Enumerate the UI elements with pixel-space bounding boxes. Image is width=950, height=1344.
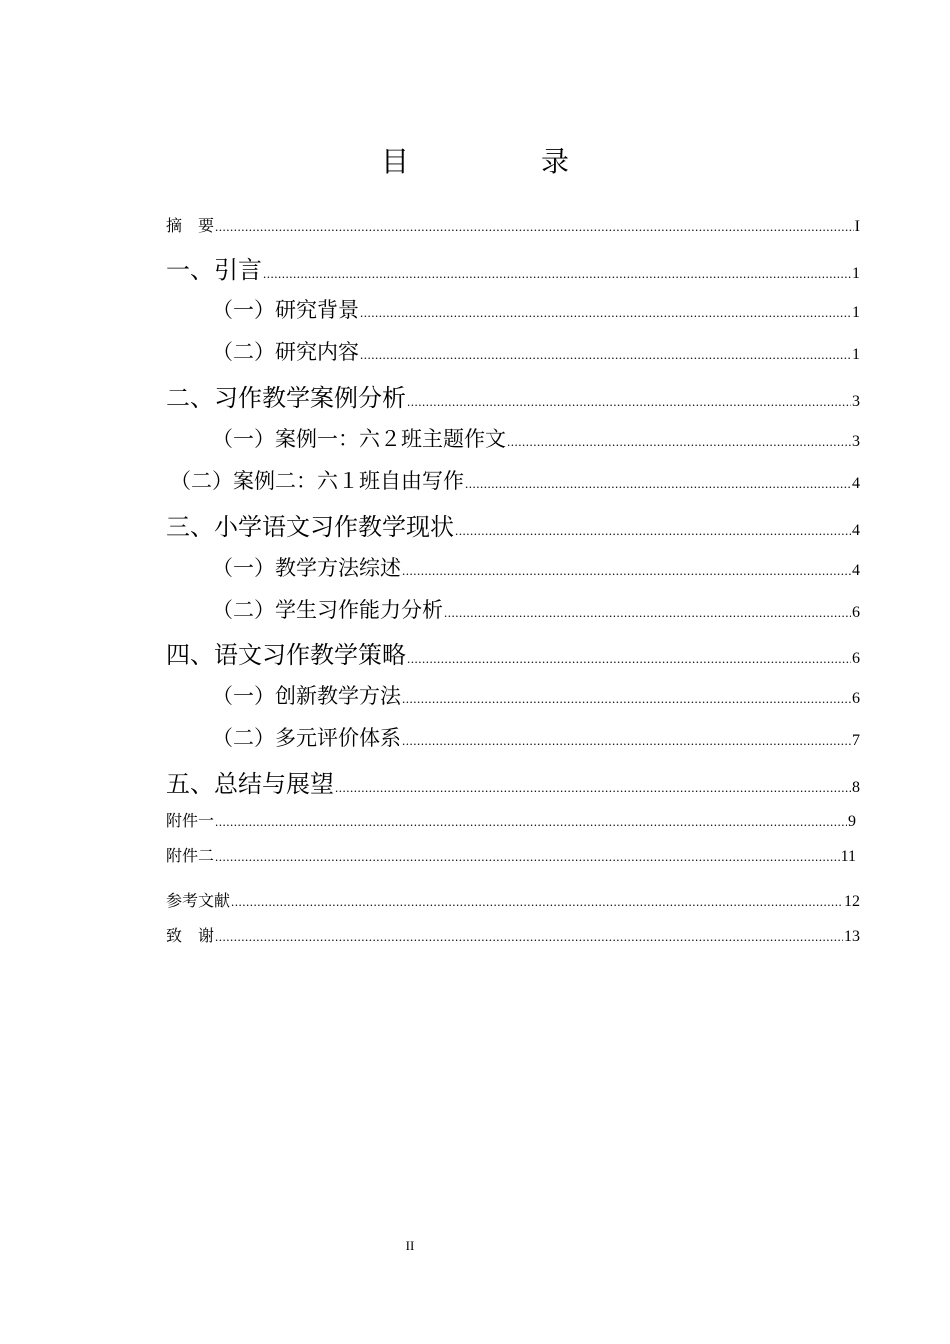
dot-leader (231, 894, 843, 910)
toc-entry-chapter-1[interactable] (166, 250, 860, 285)
toc-entry-section-3-1[interactable] (212, 552, 860, 582)
toc-entry-page: 3 (852, 393, 860, 410)
dot-leader (215, 849, 840, 865)
dot-leader (455, 523, 851, 539)
toc-entry-chapter-5[interactable] (166, 764, 860, 799)
toc-entry-label: 三、小学语文习作教学现状 (166, 513, 454, 541)
toc-entry-page: 8 (852, 779, 860, 796)
dot-leader (215, 814, 847, 830)
toc-entry-section-1-2[interactable] (212, 336, 860, 366)
toc-entry-references[interactable] (166, 888, 860, 911)
toc-entry-label: （二）多元评价体系 (212, 726, 401, 750)
page-number: II (405, 1238, 415, 1253)
dot-leader (402, 691, 851, 707)
toc-entry-label: 致 谢 (166, 926, 215, 945)
toc-entry-label: 参考文献 (166, 891, 231, 910)
toc-entry-label: 一、引言 (166, 256, 262, 284)
toc-entry-page: 4 (852, 475, 860, 492)
toc-entry-acknowledgements[interactable] (166, 923, 860, 946)
toc-entry-label: （一）创新教学方法 (212, 684, 401, 708)
toc-entry-page: 1 (852, 346, 860, 363)
toc-entry-page: 6 (852, 650, 860, 667)
dot-leader (360, 305, 851, 321)
toc-entry-label: （二）研究内容 (212, 340, 359, 364)
toc-entry-page: 6 (852, 690, 860, 707)
toc-entry-chapter-3[interactable] (166, 507, 860, 542)
toc-entry-section-1-1[interactable] (212, 294, 860, 324)
toc-entry-page: 6 (852, 604, 860, 621)
dot-leader (444, 605, 851, 621)
toc-entry-label: （一）教学方法综述 (212, 556, 401, 580)
toc-entry-section-3-2[interactable] (212, 594, 860, 624)
toc-entry-section-4-1[interactable] (212, 680, 860, 710)
toc-entry-label: （二）学生习作能力分析 (212, 598, 443, 622)
toc-entry-page: 4 (852, 562, 860, 579)
dot-leader (402, 733, 851, 749)
toc-entry-abstract[interactable] (166, 213, 860, 236)
toc-entry-label: 二、习作教学案例分析 (166, 384, 406, 412)
toc-entry-page: 4 (852, 522, 860, 539)
toc-entry-label: （一）研究背景 (212, 298, 359, 322)
dot-leader (402, 563, 851, 579)
toc-entry-chapter-2[interactable] (166, 378, 860, 413)
toc-entry-page: 1 (852, 265, 860, 282)
toc-entry-appendix-1[interactable] (166, 808, 856, 831)
toc-entry-label: （一）案例一：六２班主题作文 (212, 427, 506, 451)
toc-entry-page: 13 (844, 928, 860, 945)
toc-entry-page: 1 (852, 304, 860, 321)
dot-leader (215, 929, 843, 945)
toc-entry-label: 五、总结与展望 (166, 770, 334, 798)
toc-entry-label: 四、语文习作教学策略 (166, 641, 406, 669)
toc-entry-page: 11 (840, 848, 856, 865)
toc-entry-appendix-2[interactable] (166, 843, 856, 866)
toc-entry-page: 7 (852, 732, 860, 749)
toc-title: 目 录 (380, 145, 621, 178)
toc-entry-section-4-2[interactable] (212, 722, 860, 752)
toc-entry-label: （二）案例二：六１班自由写作 (170, 469, 464, 493)
toc-entry-page: 12 (844, 893, 860, 910)
toc-entry-section-2-1[interactable] (212, 423, 860, 453)
toc-entry-section-2-2[interactable] (170, 465, 860, 495)
toc-entry-page: I (854, 218, 860, 235)
dot-leader (360, 347, 851, 363)
toc-entry-label: 摘 要 (166, 216, 215, 235)
dot-leader (507, 434, 851, 450)
dot-leader (407, 651, 851, 667)
dot-leader (215, 219, 854, 235)
dot-leader (263, 266, 851, 282)
toc-entry-page: 9 (848, 813, 856, 830)
toc-entry-label: 附件二 (166, 846, 215, 865)
dot-leader (407, 394, 851, 410)
toc-entry-label: 附件一 (166, 811, 215, 830)
dot-leader (465, 476, 851, 492)
toc-entry-chapter-4[interactable] (166, 635, 860, 670)
dot-leader (335, 780, 851, 796)
toc-entry-page: 3 (852, 433, 860, 450)
